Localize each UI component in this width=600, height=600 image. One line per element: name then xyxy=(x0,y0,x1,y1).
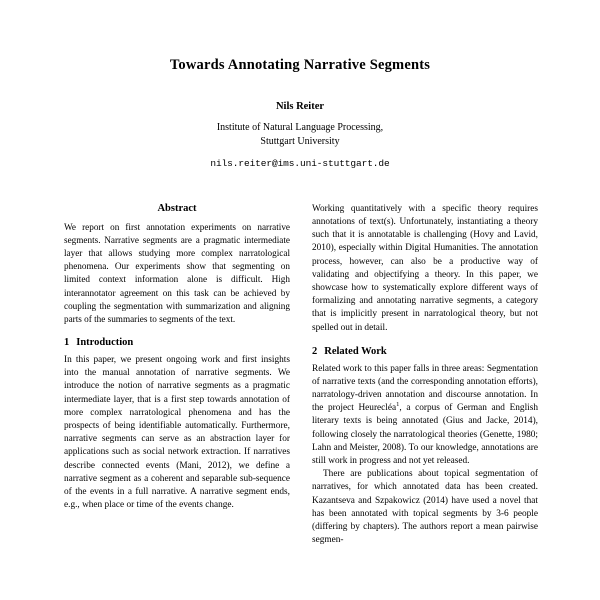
author-email: nils.reiter@ims.uni-stuttgart.de xyxy=(210,157,390,169)
abstract-heading: Abstract xyxy=(157,202,197,214)
related-work-p1-pre: Related work to this paper falls in three areas: Segmentation of narrative texts (and the corresponding annotation efforts), narratology-driven annotation and discourse annotation. In the project Heurecléa xyxy=(312,363,538,414)
section-title: Introduction xyxy=(76,337,134,349)
related-work-paragraph-2: There are publications about topical segmentation of narratives, for which annotated data has been created. Kazantseva and Szpakowicz (2014) have used a novel that has been annotated with topical segments by 3-6 people (differing by chapters). The authors report a mean pairwise segmen- xyxy=(312,469,538,546)
author-name: Nils Reiter xyxy=(275,100,325,112)
introduction-paragraph-1: In this paper, we present ongoing work and first insights into the manual annotation of narrative segments. We introduce the notion of narrative segments as a pragmatic intermediate layer, that is a first step towards annotation of more complex narratological phenomena and has the prospects of being identifiable automatically. Furthermore, narrative segments can serve as an abstraction layer for applications such as social network extraction. If narratives describe connected events (Mani, 2012), we define a narrative segment as a coherent and separable sub-sequence of the events in a full narrative. A narrative segment ends, e.g., when place or time of the events change. xyxy=(64,355,290,511)
right-column xyxy=(312,203,538,548)
section-number: 1 xyxy=(64,337,70,349)
footnote-marker: 1 xyxy=(396,401,400,409)
two-column-body xyxy=(64,202,539,548)
author-block xyxy=(64,101,536,169)
section-heading-related-work xyxy=(312,346,538,357)
left-column xyxy=(64,203,290,548)
section-number: 2 xyxy=(312,345,318,357)
abstract-text: We report on first annotation experiments on narrative segments. Narrative segments are a pragmatic intermediate layer that allows studying more complex narratological phenomena. Our experiments show that segmenting on limited context information alone is difficult. High interannotator agreement on this task can be achieved by coupling the segmentation with summarization and aligning parts of the summaries to segments of the text. xyxy=(64,221,290,324)
page-title: Towards Annotating Narrative Segments xyxy=(169,57,431,73)
section-title: Related Work xyxy=(324,345,387,357)
affiliation-line-1: Institute of Natural Language Processing, xyxy=(216,121,384,133)
affiliation-line-2: Stuttgart University xyxy=(260,136,340,148)
related-work-p1-post: , a corpus of German and English literary texts is being annotated (Gius and Jacke, 2014), following closely the narratological theories (Genette, 1980; Lahn and Meister, 2008). To our knowledge, annotations are still work in progress and not yet released. xyxy=(312,403,539,467)
related-work-paragraph-1 xyxy=(312,363,538,469)
section-heading-introduction xyxy=(64,337,290,348)
right-column-paragraph-1: Working quantitatively with a specific theory requires annotations of text(s). Unfortunately, instantiating a theory such that it is annotatable is challenging (Hovy and Lavid, 2010), especially within Digital Humanities. The annotation process, however, can also be a productive way of validating and objectifying a theory. In this paper, we showcase how to systematically explore different ways of formalizing and annotating narrative segments, a category that is implicitly present in narratological theory, but not spelled out in detail. xyxy=(312,203,538,333)
